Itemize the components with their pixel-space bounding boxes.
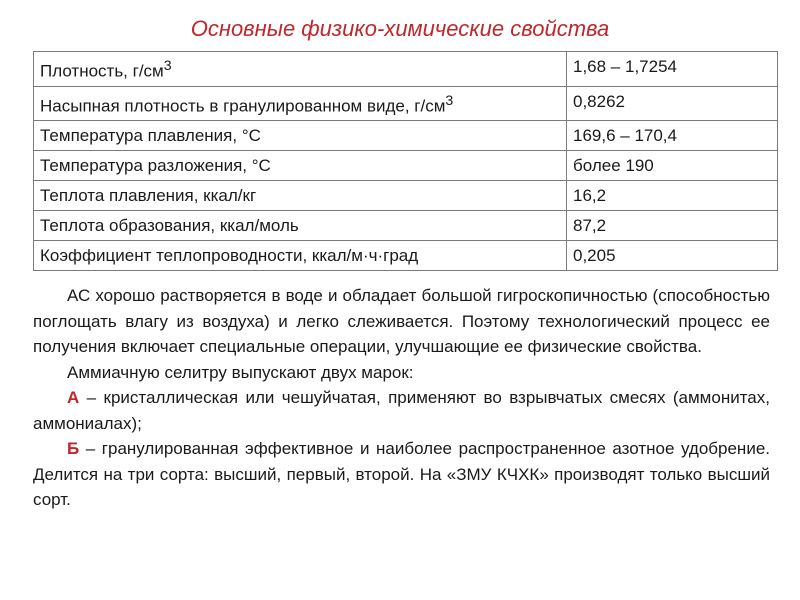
paragraph-grades-intro: Аммиачную селитру выпускают двух марок:	[67, 362, 414, 382]
paragraph-grade-b: Б – гранулированная эффективное и наиболее распространенное азотное удобрение. Делится на три сорта: высший, первый, второй. На «ЗМУ КЧХК» производят только высший сорт.	[33, 439, 770, 509]
property-name: Теплота плавления, ккал/кг	[34, 181, 567, 211]
table-row	[34, 151, 778, 181]
property-name: Насыпная плотность в гранулированном виде, $г/см^3$	[34, 86, 567, 121]
table-row	[34, 181, 778, 211]
grade-b-label: Б	[67, 439, 80, 458]
table-row	[34, 121, 778, 151]
property-name: Температура плавления, °С	[34, 121, 567, 151]
paragraph-grade-a: А – кристаллическая или чешуйчатая, применяют во взрывчатых смесях (аммонитах, аммониалах);	[33, 388, 770, 433]
table-row	[34, 86, 778, 121]
property-value: 16,2	[567, 181, 778, 211]
property-name: Коэффициент теплопроводности, ккал/м·ч·град	[34, 241, 567, 271]
body-text	[33, 283, 770, 513]
property-name: Теплота образования, ккал/моль	[34, 211, 567, 241]
property-value: 169,6 – 170,4	[567, 121, 778, 151]
properties-table	[33, 51, 778, 271]
table-row	[34, 211, 778, 241]
slide-title: Основные физико-химические свойства	[190, 16, 610, 41]
grade-a-label: А	[67, 388, 80, 407]
property-value: 87,2	[567, 211, 778, 241]
property-value: 0,8262	[567, 86, 778, 121]
property-name: Температура разложения, °С	[34, 151, 567, 181]
table-row	[34, 241, 778, 271]
table-row	[34, 52, 778, 87]
paragraph-solubility: АС хорошо растворяется в воде и обладает большой гигроскопичностью (способностью поглощать влагу из воздуха) и легко слеживается. Поэтому технологический процесс ее получения включает специальные операции, улучшающие ее физические свойства.	[33, 286, 770, 356]
property-name: Плотность, $г/см^3$	[34, 52, 567, 87]
property-value: 0,205	[567, 241, 778, 271]
property-value: 1,68 – 1,7254	[567, 52, 778, 87]
property-value: более 190	[567, 151, 778, 181]
